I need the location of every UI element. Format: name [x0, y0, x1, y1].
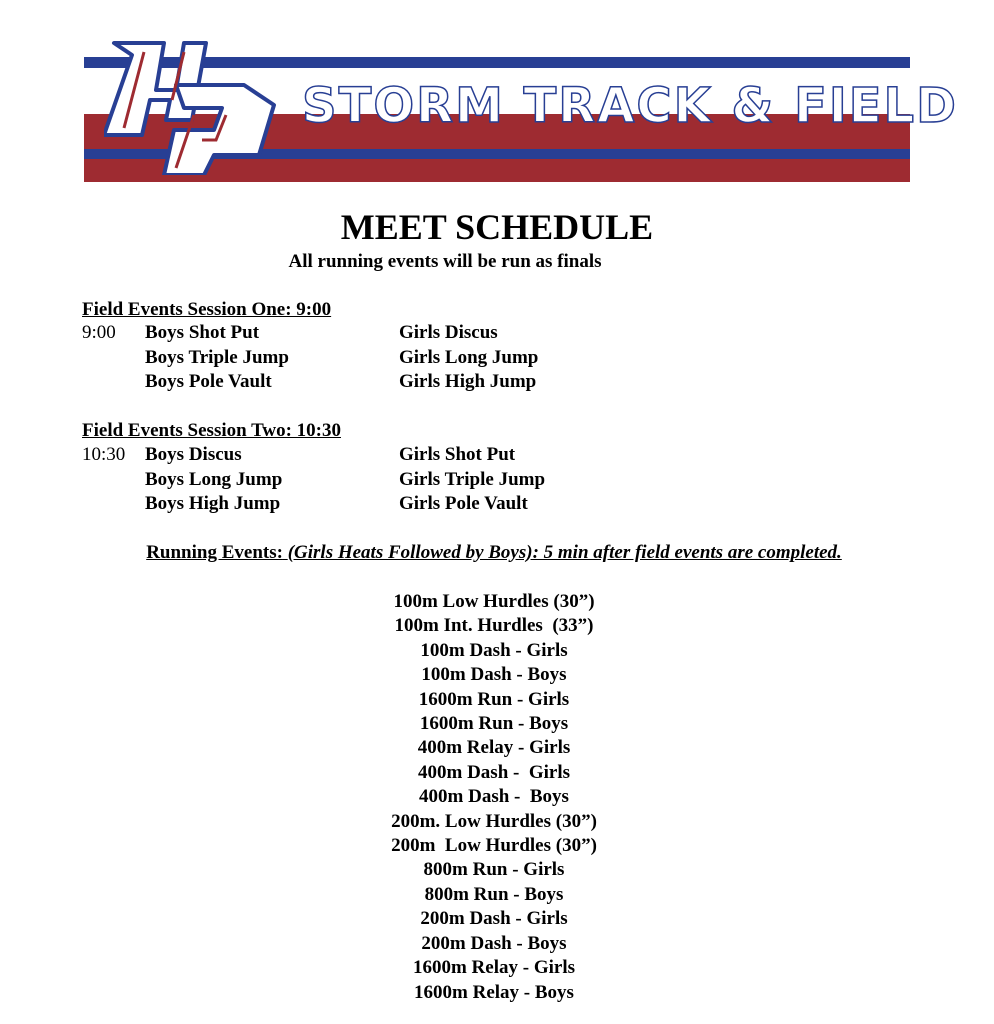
running-event: 800m Run - Girls [423, 859, 565, 881]
event: Boys Discus [145, 444, 242, 465]
running-event: 1600m Relay - Boys [414, 981, 574, 1003]
event: Boys Triple Jump [145, 346, 289, 368]
running-event: 1600m Run - Boys [419, 713, 569, 735]
running-event: 100m Int. Hurdles (33”) [394, 615, 594, 637]
event: Girls Long Jump [399, 346, 539, 368]
running-event: 400m Relay - Girls [417, 737, 571, 759]
running-event: 100m Dash - Boys [421, 664, 567, 686]
running-events-list [0, 590, 988, 1005]
running-event: 200m Dash - Boys [421, 932, 567, 954]
running-event: 200m. Low Hurdles (30”) [391, 810, 597, 832]
event: Boys High Jump [145, 493, 281, 514]
running-note: (Girls Heats Followed by Boys): 5 min after field events are completed. [287, 542, 842, 563]
running-event: 1600m Relay - Girls [412, 957, 575, 979]
banner-title: STORM TRACK & FIELD [302, 78, 958, 134]
hp-logo [104, 40, 294, 175]
running-events-heading [0, 542, 988, 564]
running-event: 100m Dash - Girls [420, 639, 568, 661]
session-two-time: 10:30 [82, 444, 126, 465]
event: Girls Discus [399, 322, 498, 343]
event: Girls Pole Vault [399, 493, 528, 514]
running-event: 800m Run - Boys [424, 883, 564, 905]
event: Girls Shot Put [399, 444, 516, 465]
running-event: 400m Dash - Boys [419, 786, 569, 808]
page-title: MEET SCHEDULE [340, 207, 654, 247]
banner [84, 40, 958, 175]
running-event: 1600m Run - Girls [418, 688, 570, 710]
running-event: 200m Dash - Girls [420, 908, 568, 930]
session-one-heading: Field Events Session One: 9:00 [82, 299, 332, 320]
event: Girls High Jump [399, 371, 537, 392]
event: Boys Shot Put [145, 322, 260, 343]
event: Boys Pole Vault [145, 371, 272, 392]
event: Girls Triple Jump [399, 468, 546, 490]
session-two-heading: Field Events Session Two: 10:30 [82, 420, 341, 441]
running-event: 400m Dash - Girls [418, 761, 570, 783]
running-event: 200m Low Hurdles (30”) [391, 835, 597, 857]
running-event: 100m Low Hurdles (30”) [393, 591, 595, 612]
running-label: Running Events: [146, 542, 283, 563]
session-one-time: 9:00 [82, 322, 116, 343]
subtitle: All running events will be run as finals [288, 251, 602, 272]
event: Boys Long Jump [145, 468, 283, 490]
